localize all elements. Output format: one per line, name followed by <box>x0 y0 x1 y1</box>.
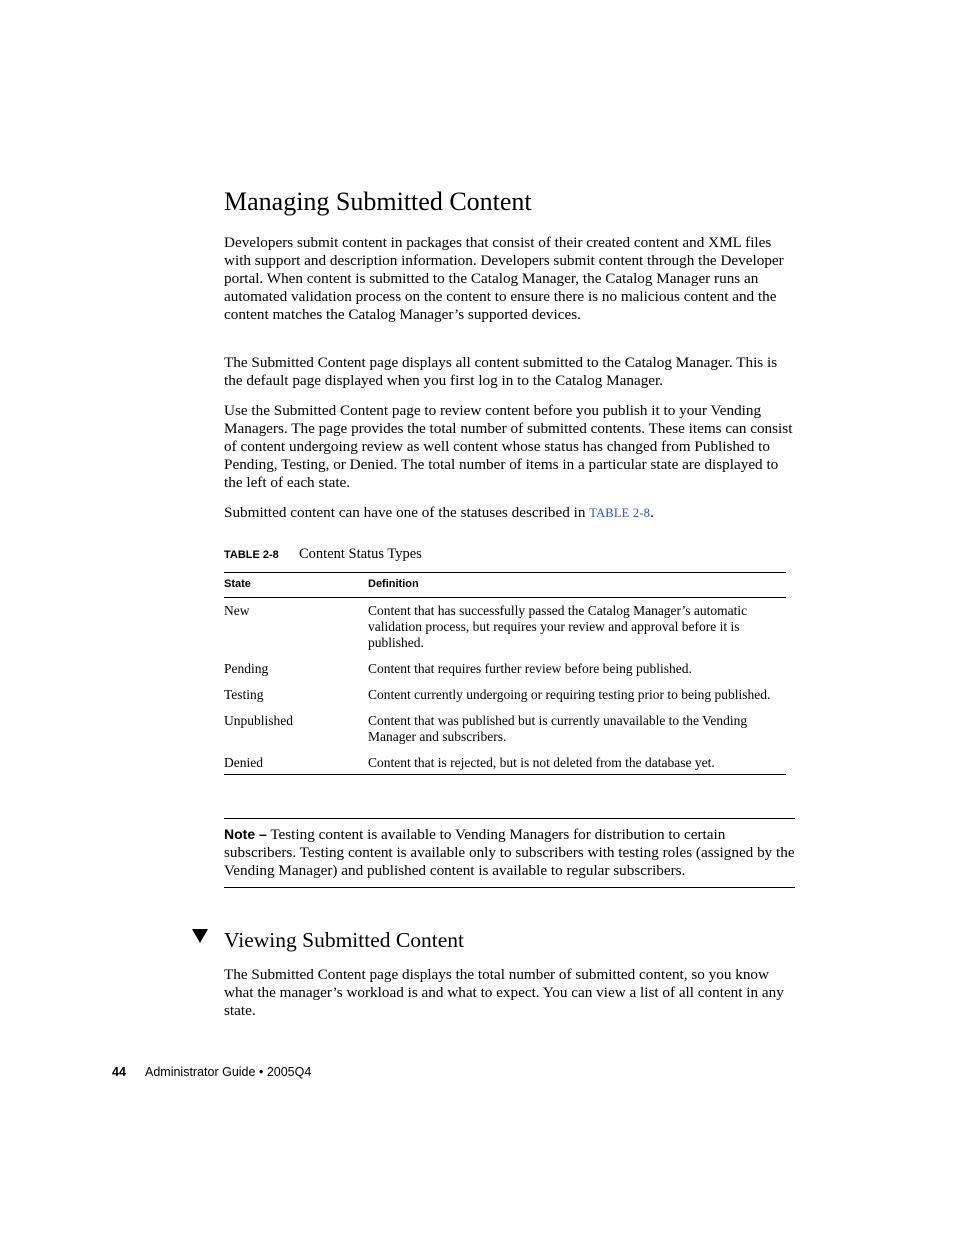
book-title: Administrator Guide <box>145 1065 256 1079</box>
table-row <box>224 751 786 775</box>
content-status-table <box>224 572 786 775</box>
state-cell: Pending <box>224 661 269 676</box>
footer-separator: • <box>258 1065 264 1079</box>
table-header-row <box>224 573 786 598</box>
note-label: Note – <box>224 826 267 842</box>
definition-cell: Content that was published but is currently unavailable to the Vending Manager and subscribers. <box>368 713 748 744</box>
section-paragraph: The Submitted Content page displays the total number of submitted content, so you know what the manager’s workload is and what to expect. You can view a list of all content in any state. <box>224 966 784 1019</box>
table-title: Content Status Types <box>299 546 422 562</box>
column-header-state: State <box>224 573 368 598</box>
table-caption <box>224 545 422 563</box>
table-row <box>224 709 786 751</box>
table-row <box>224 683 786 709</box>
table-row <box>224 657 786 683</box>
column-header-definition: Definition <box>368 573 786 598</box>
status-intro-paragraph <box>224 504 799 522</box>
definition-cell: Content that requires further review before being published. <box>368 661 692 676</box>
note-box <box>224 818 795 888</box>
body-paragraph: Use the Submitted Content page to review content before you publish it to your Vending Managers. The page provides the total number of submitted contents. These items can consist of content undergoing review as well content whose status has changed from Published to Pending, Testing, or Denied. The total number of items in a particular state are displayed to the left of each state. <box>224 402 793 491</box>
state-cell: Testing <box>224 687 264 702</box>
table-label: TABLE 2-8 <box>224 549 279 561</box>
definition-cell: Content that has successfully passed the Catalog Manager’s automatic validation process, but requires your review and approval before it is published. <box>368 603 748 650</box>
note-paragraph <box>224 825 795 880</box>
page-title: Managing Submitted Content <box>224 187 532 216</box>
status-intro-text: Submitted content can have one of the statuses described in <box>224 504 590 521</box>
page-footer <box>112 1064 311 1080</box>
table-row <box>224 598 786 658</box>
definition-cell: Content currently undergoing or requiring testing prior to being published. <box>368 687 771 702</box>
definition-cell: Content that is rejected, but is not deleted from the database yet. <box>368 751 786 775</box>
state-cell: New <box>224 603 250 618</box>
status-intro-end: . <box>650 504 654 521</box>
state-cell: Denied <box>224 751 368 775</box>
page-number: 44 <box>112 1065 126 1079</box>
note-text: Testing content is available to Vending Managers for distribution to certain subscribers. Testing content is available only to subscribers with testing roles (assigned by the Vending Manager) and published content is available to regular subscribers. <box>224 826 795 879</box>
state-cell: Unpublished <box>224 713 293 728</box>
book-edition: 2005Q4 <box>266 1065 312 1079</box>
table-cross-reference-link[interactable]: TABLE 2-8 <box>589 506 651 520</box>
procedure-triangle-icon <box>192 929 208 943</box>
section-title: Viewing Submitted Content <box>224 928 464 952</box>
body-paragraph: The Submitted Content page displays all content submitted to the Catalog Manager. This is the default page displayed when you first log in to the Catalog Manager. <box>224 354 778 389</box>
body-paragraph: Developers submit content in packages that consist of their created content and XML files with support and description information. Developers submit content through the Developer portal. When content is submitted to the Catalog Manager, the Catalog Manager runs an automated validation process on the content to ensure there is no malicious content and the content matches the Catalog Manager’s supported devices. <box>224 234 784 323</box>
